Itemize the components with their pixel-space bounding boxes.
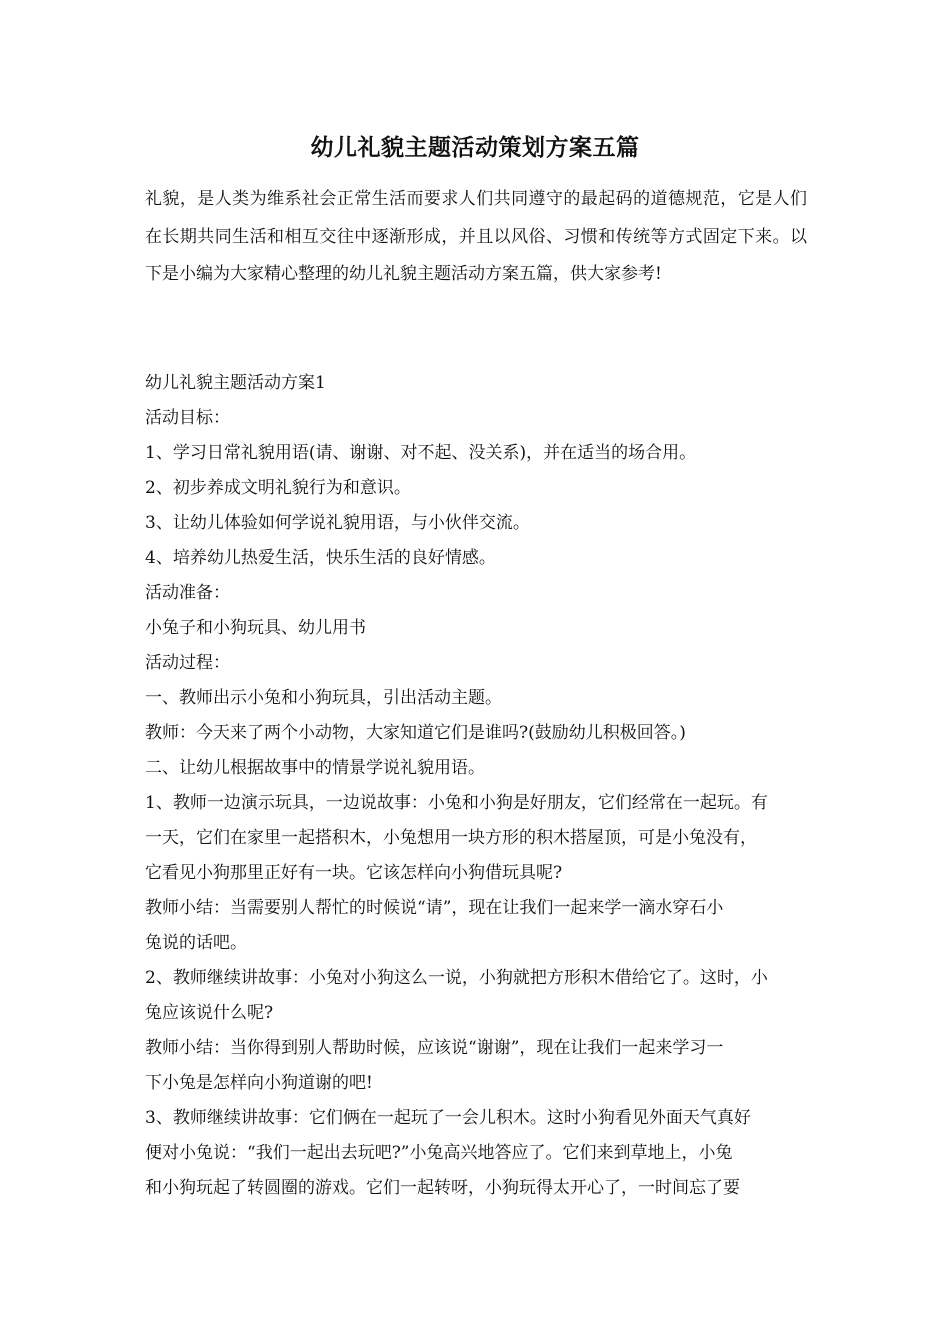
text-line: 1、教师一边演示玩具，一边说故事：小兔和小狗是好朋友，它们经常在一起玩。有 [145, 793, 768, 813]
text-line: 3、让幼儿体验如何学说礼貌用语，与小伙伴交流。 [145, 513, 530, 533]
text-line: 下小兔是怎样向小狗道谢的吧! [145, 1073, 373, 1093]
document-body [145, 366, 807, 1206]
text-line: 活动准备： [145, 583, 230, 603]
text-line: 小兔子和小狗玩具、幼儿用书 [145, 618, 366, 638]
intro-paragraph: 礼貌，是人类为维系社会正常生活而要求人们共同遵守的最起码的道德规范，它是人们在长期共同生活和相互交往中逐渐形成，并且以风俗、习惯和传统等方式固定下来。以下是小编为大家精心整理的幼儿礼貌主题活动方案五篇，供大家参考! [145, 189, 807, 284]
text-line: 兔应该说什么呢? [145, 1003, 274, 1023]
text-line: 活动目标： [145, 408, 230, 428]
text-line: 1、学习日常礼貌用语(请、谢谢、对不起、没关系)，并在适当的场合用。 [145, 443, 697, 463]
text-line: 活动过程： [145, 653, 230, 673]
text-line: 它看见小狗那里正好有一块。它该怎样向小狗借玩具呢? [145, 863, 563, 883]
text-line: 兔说的话吧。 [145, 933, 247, 953]
text-line: 4、培养幼儿热爱生活，快乐生活的良好情感。 [145, 548, 496, 568]
text-line: 教师：今天来了两个小动物，大家知道它们是谁吗?(鼓励幼儿积极回答。) [145, 723, 686, 743]
text-line: 一、教师出示小兔和小狗玩具，引出活动主题。 [145, 688, 502, 708]
section-heading: 幼儿礼貌主题活动方案1 [145, 373, 326, 393]
text-line: 和小狗玩起了转圆圈的游戏。它们一起转呀，小狗玩得太开心了，一时间忘了要 [145, 1178, 740, 1198]
text-line: 3、教师继续讲故事：它们俩在一起玩了一会儿积木。这时小狗看见外面天气真好 [145, 1108, 751, 1128]
text-line: 教师小结：当你得到别人帮助时候，应该说“谢谢”，现在让我们一起来学习一 [145, 1038, 724, 1058]
text-line: 一天，它们在家里一起搭积木，小兔想用一块方形的积木搭屋顶，可是小兔没有， [145, 828, 757, 848]
text-line: 二、让幼儿根据故事中的情景学说礼貌用语。 [145, 758, 485, 778]
text-line: 教师小结：当需要别人帮忙的时候说“请”，现在让我们一起来学一滴水穿石小 [145, 898, 724, 918]
document-title: 幼儿礼貌主题活动策划方案五篇 [310, 134, 640, 161]
text-line: 2、教师继续讲故事：小兔对小狗这么一说，小狗就把方形积木借给它了。这时，小 [145, 968, 768, 988]
text-line: 2、初步养成文明礼貌行为和意识。 [145, 478, 411, 498]
text-line: 便对小兔说：“我们一起出去玩吧?”小兔高兴地答应了。它们来到草地上，小兔 [145, 1143, 733, 1163]
